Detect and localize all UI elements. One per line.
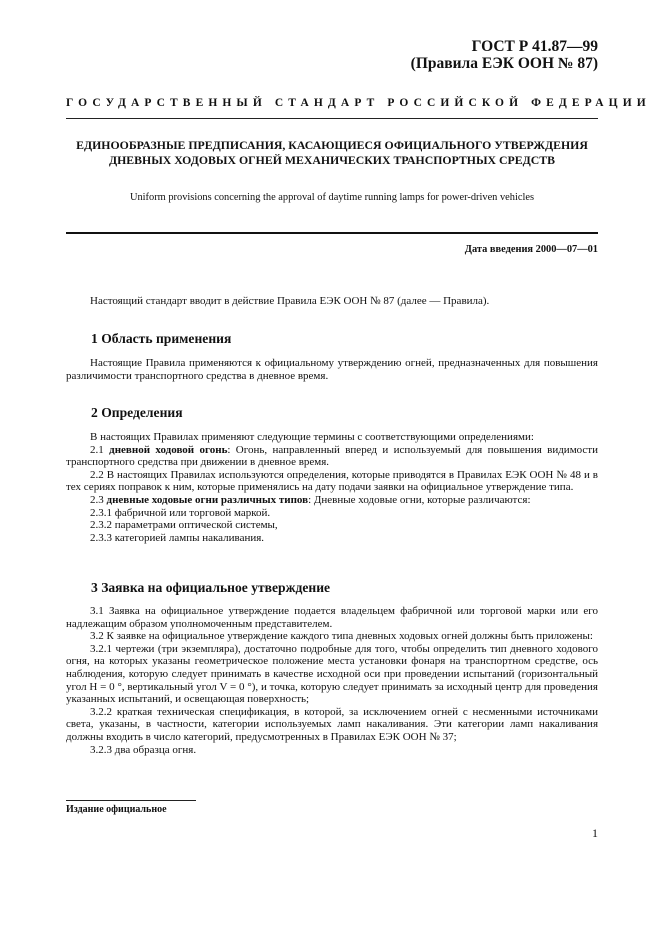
title-ru-line-2: ДНЕВНЫХ ХОДОВЫХ ОГНЕЙ МЕХАНИЧЕСКИХ ТРАНСПОРТНЫХ СРЕДСТВ	[108, 153, 555, 167]
page-number: 1	[592, 826, 598, 840]
section-2-paragraph-7: 2.3.3 категорией лампы накаливания.	[90, 531, 265, 544]
clause-2-3-number: 2.3	[90, 493, 107, 506]
document-title-en: Uniform provisions concerning the approval of daytime running lamps for power-driven vehicles	[129, 192, 535, 203]
introduction-date: Дата введения 2000—07—01	[464, 244, 598, 255]
section-2-paragraph-1: В настоящих Правилах применяют следующие термины с соответствующими определениями:	[90, 431, 534, 443]
state-standard-banner: ГОСУДАРСТВЕННЫЙ СТАНДАРТ РОССИЙСКОЙ ФЕДЕРАЦИИ	[66, 97, 651, 109]
title-ru-line-1: ЕДИНООБРАЗНЫЕ ПРЕДПИСАНИЯ, КАСАЮЩИЕСЯ ОФИЦИАЛЬНОГО УТВЕРЖДЕНИЯ	[76, 138, 588, 152]
section-2-paragraph-3: 2.2 В настоящих Правилах используются определения, которые приводятся в Правилах ЕЭК ООН № 48 и в тех сериях поправок к ним, которые применялись на дату подачи заявки на официальное утверждение типа.	[66, 468, 598, 494]
section-2-paragraph-2	[66, 444, 598, 469]
section-3-paragraph-1: 3.1 Заявка на официальное утверждение подается владельцем фабричной или торговой марки или его надлежащим образом уполномоченным представителем.	[66, 605, 598, 630]
section-3-paragraph-4: 3.2.2 краткая техническая спецификация, в которой, за исключением огней с несменными источниками света, указаны, в частности, категории используемых ламп накаливания. Эти категории ламп накаливания должны входить в число категорий, предусмотренных в Правилах ЕЭК ООН № 37;	[66, 705, 598, 743]
clause-2-3-text: : Дневные ходовые огни, которые различаются:	[308, 493, 531, 506]
section-1-body	[66, 357, 598, 382]
clause-2-1-text: : Огонь, направленный вперед и используемый для повышения видимости транспортного средства при движении в дневное время.	[66, 443, 598, 469]
publication-label: Издание официальное	[66, 804, 167, 815]
section-2-body	[66, 431, 598, 544]
section-3-paragraph-5: 3.2.3 два образца огня.	[90, 743, 197, 756]
term-daytime-running-lamp: дневной ходовой огонь	[109, 443, 228, 456]
header-divider	[66, 118, 598, 119]
intro-paragraph	[66, 295, 598, 308]
term-lamp-types: дневные ходовые огни различных типов	[106, 493, 309, 506]
section-1-heading: 1 Область применения	[91, 331, 232, 346]
section-2-heading: 2 Определения	[91, 405, 183, 420]
footer-divider	[66, 800, 196, 801]
clause-2-1-number: 2.1	[90, 443, 110, 456]
document-code	[411, 38, 598, 72]
section-3-paragraph-3: 3.2.1 чертежи (три экземпляра), достаточно подробные для того, чтобы определить тип дневного ходового огня, на которых указаны геометрическое положение места установки фонаря на транспортном средстве, ось наблюдения, которую следует принимать в качестве исходной оси при проведении испытаний (горизонтальный угол H = 0 °, вертикальный угол V = 0 °), и точка, которую следует принимать за исходный центр для проведения указанных испытаний, и освещающая поверхность;	[66, 642, 598, 706]
section-3-paragraph-2: 3.2 К заявке на официальное утверждение каждого типа дневных ходовых огней должны быть приложены:	[90, 630, 593, 643]
section-2-paragraph-4	[66, 494, 598, 507]
section-1-text: Настоящие Правила применяются к официальному утверждению огней, предназначенных для повышения различимости транспортного средства в дневное время.	[66, 357, 598, 382]
doc-code-rules: (Правила ЕЭК ООН № 87)	[410, 55, 598, 72]
title-divider	[66, 232, 598, 234]
section-2-paragraph-5: 2.3.1 фабричной или торговой маркой.	[90, 506, 271, 519]
section-3-body	[66, 605, 598, 756]
section-2-paragraph-6: 2.3.2 параметрами оптической системы,	[90, 519, 278, 532]
document-title-ru	[66, 138, 598, 168]
doc-code-gost: ГОСТ Р 41.87—99	[471, 38, 598, 55]
intro-text: Настоящий стандарт вводит в действие Правила ЕЭК ООН № 87 (далее — Правила).	[90, 295, 490, 307]
section-3-heading: 3 Заявка на официальное утверждение	[91, 580, 331, 595]
